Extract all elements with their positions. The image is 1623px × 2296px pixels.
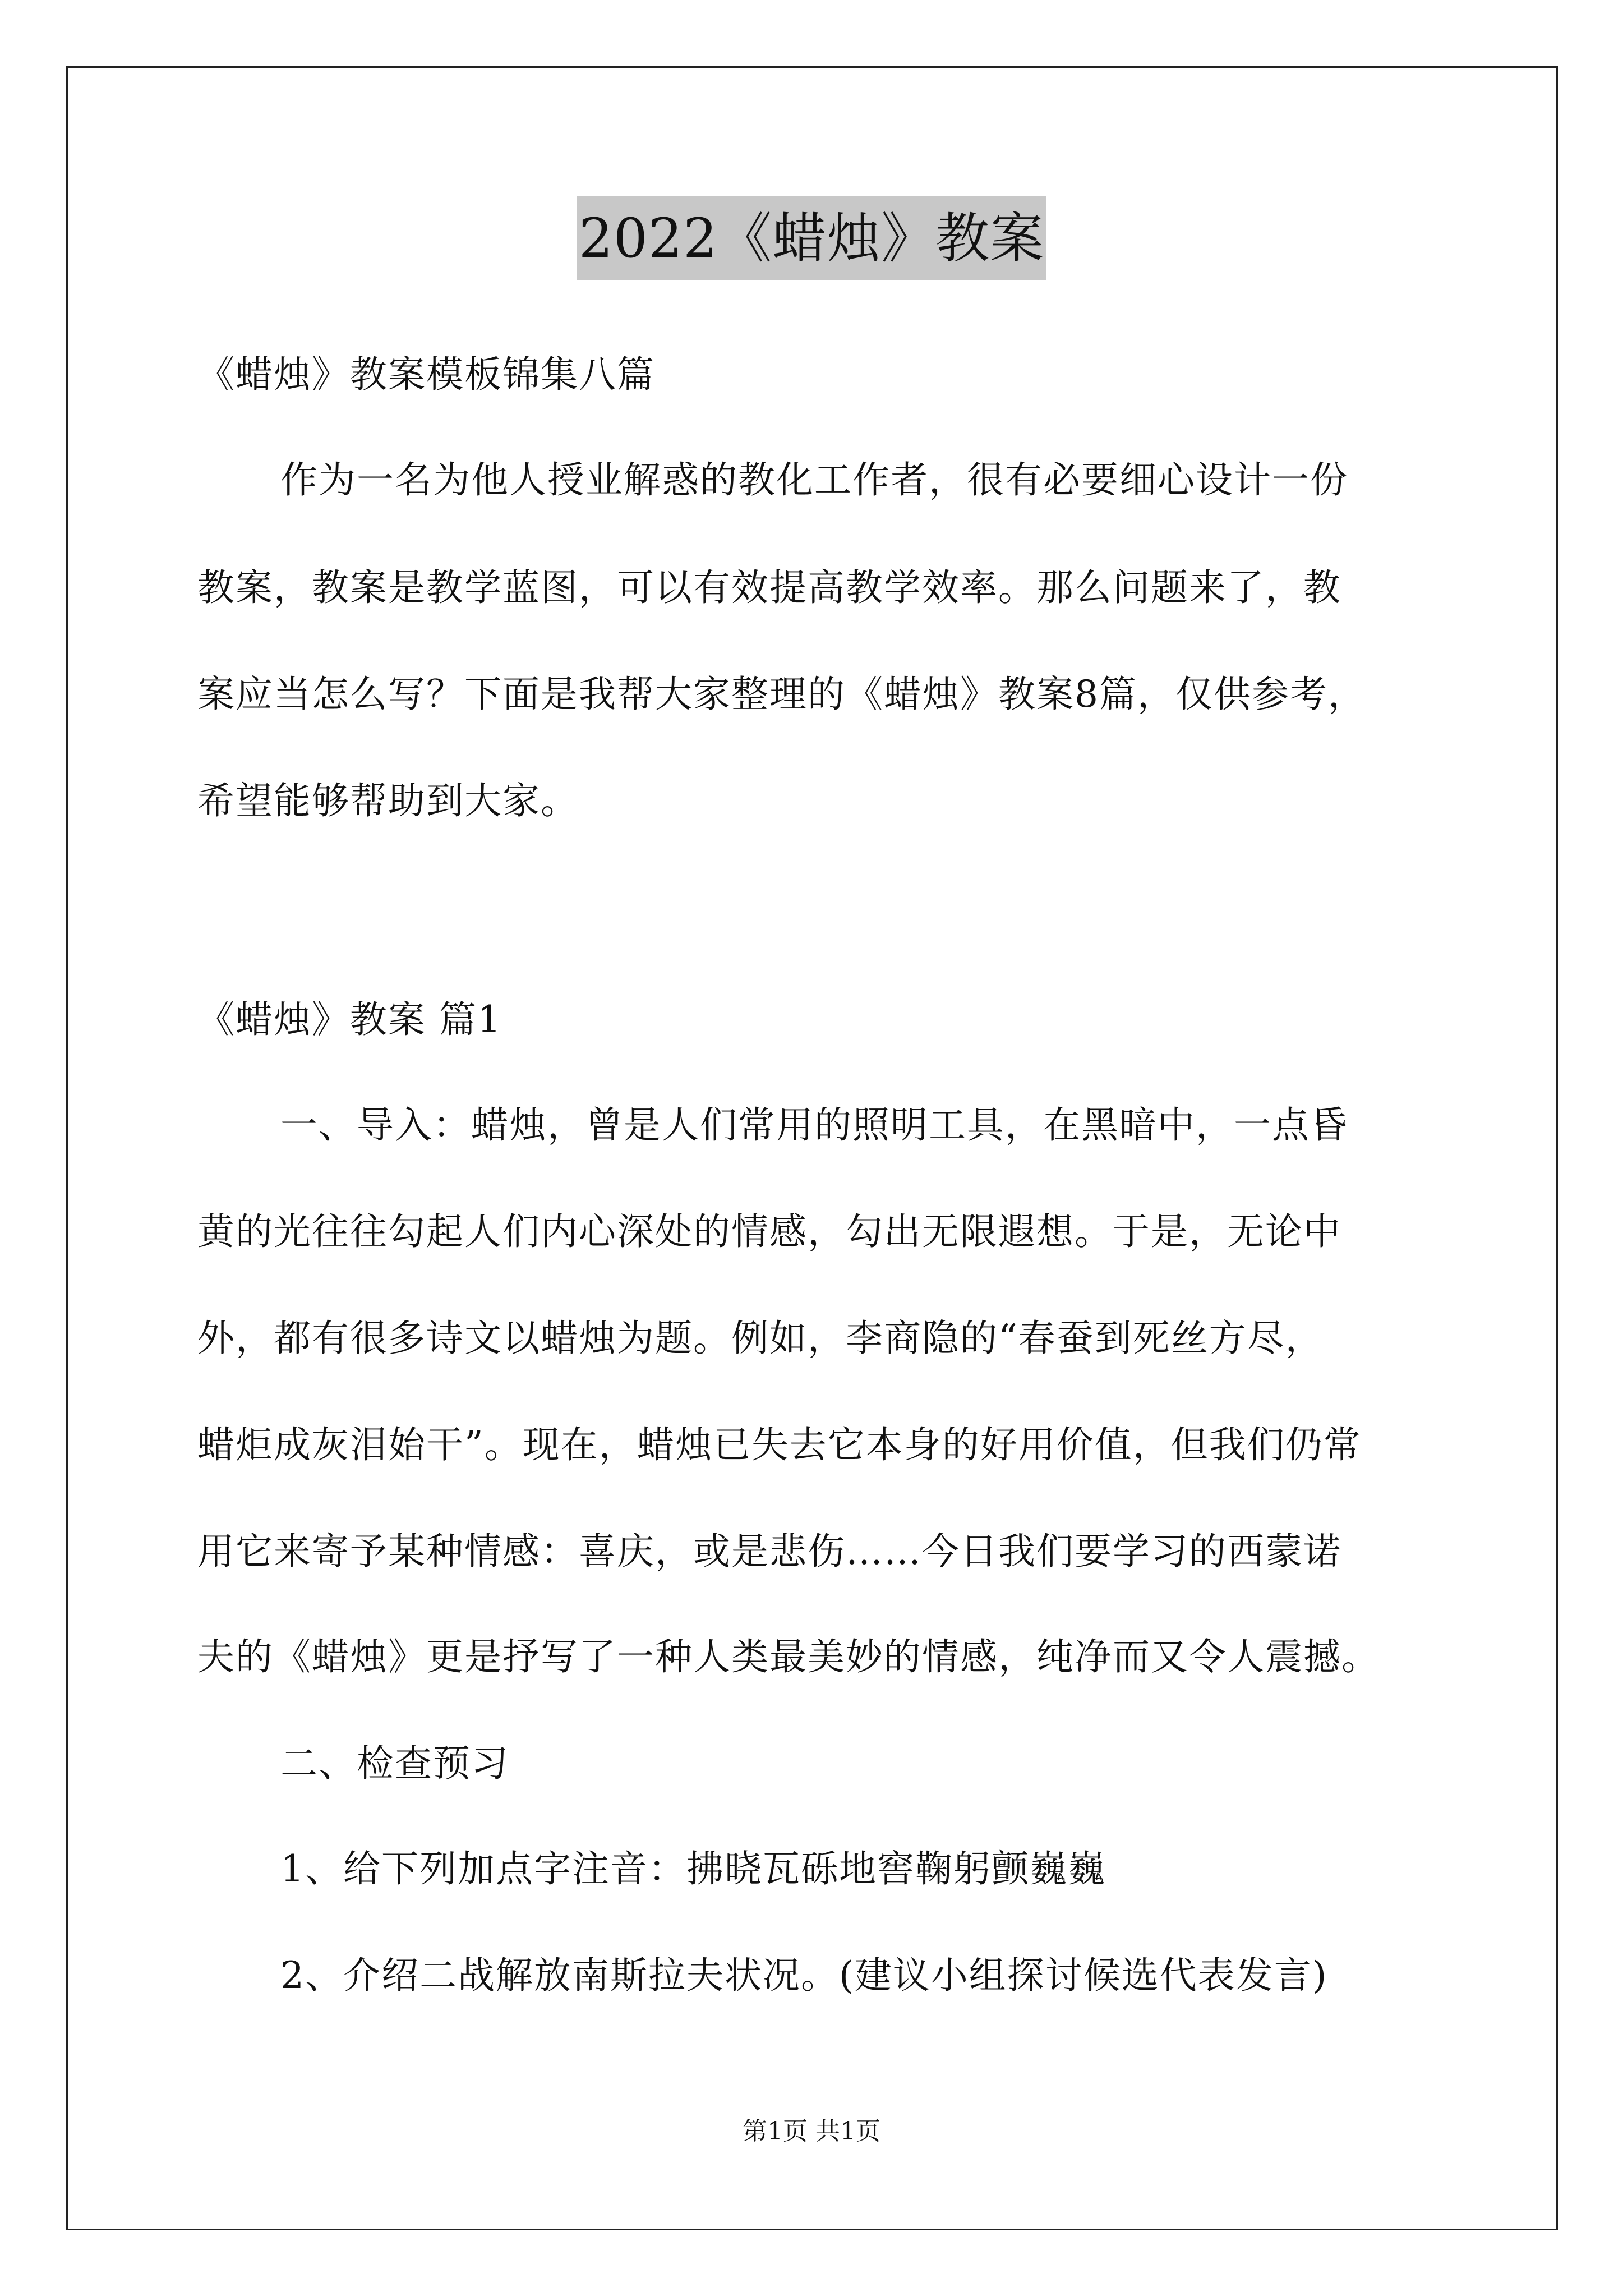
- page-footer: 第1页 共1页: [743, 2117, 880, 2146]
- section2-heading: 二、检查预习: [280, 1742, 509, 1785]
- document-title: 2022《蜡烛》教案: [577, 196, 1046, 280]
- preview-item-2: 2、介绍二战解放南斯拉夫状况。(建议小组探讨候选代表发言): [280, 1954, 1328, 1997]
- section1-line-6: 夫的《蜡烛》更是抒写了一种人类最美妙的情感，纯净而又令人震撼。: [197, 1635, 1380, 1678]
- intro-line-2: 教案，教案是教学蓝图，可以有效提高教学效率。那么问题来了，教: [197, 566, 1341, 609]
- document-subtitle: 《蜡烛》教案模板锦集八篇: [197, 353, 655, 396]
- section1-line-3: 外，都有很多诗文以蜡烛为题。例如，李商隐的“春蚕到死丝方尽，: [197, 1317, 1324, 1360]
- section1-line-2: 黄的光往往勾起人们内心深处的情感，勾出无限遐想。于是，无论中: [197, 1210, 1341, 1253]
- preview-item-1: 1、给下列加点字注音：拂晓瓦砾地窖鞠躬颤巍巍: [280, 1847, 1106, 1890]
- intro-line-3: 案应当怎么写？下面是我帮大家整理的《蜡烛》教案8篇，仅供参考，: [197, 673, 1366, 716]
- section1-line-1: 一、导入：蜡烛，曾是人们常用的照明工具，在黑暗中，一点昏: [280, 1103, 1348, 1147]
- section1-line-4: 蜡炬成灰泪始干”。现在，蜡烛已失去它本身的好用价值，但我们仍常: [197, 1423, 1362, 1466]
- section-heading: 《蜡烛》教案 篇1: [197, 998, 502, 1041]
- title-wrap: [0, 196, 1623, 280]
- intro-line-4: 希望能够帮助到大家。: [197, 779, 579, 822]
- section1-line-5: 用它来寄予某种情感：喜庆，或是悲伤……今日我们要学习的西蒙诺: [197, 1530, 1341, 1573]
- intro-line-1: 作为一名为他人授业解惑的教化工作者，很有必要细心设计一份: [280, 458, 1348, 501]
